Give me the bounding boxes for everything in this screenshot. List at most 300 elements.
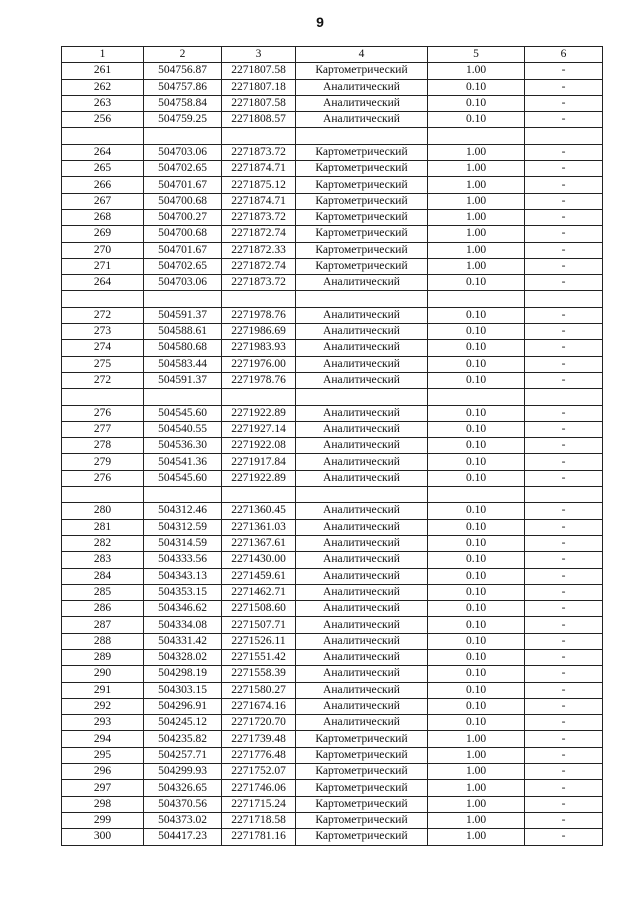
x-coordinate-cell: 504235.82 [144,731,222,747]
method-cell: Картометрический [296,177,428,193]
point-number-cell: 289 [62,649,144,665]
separator-row [62,291,603,307]
accuracy-cell: 0.10 [428,666,525,682]
note-cell: - [525,324,603,340]
table-row [62,584,603,600]
x-coordinate-cell: 504545.60 [144,405,222,421]
table-row [62,193,603,209]
point-number-cell: 271 [62,258,144,274]
y-coordinate-cell: 2271874.71 [222,193,296,209]
x-coordinate-cell: 504296.91 [144,698,222,714]
x-coordinate-cell: 504299.93 [144,764,222,780]
y-coordinate-cell: 2271674.16 [222,698,296,714]
accuracy-cell: 1.00 [428,144,525,160]
method-cell: Аналитический [296,372,428,388]
method-cell: Аналитический [296,503,428,519]
point-number-cell: 265 [62,161,144,177]
accuracy-cell: 0.10 [428,470,525,486]
point-number-cell: 262 [62,79,144,95]
x-coordinate-cell: 504328.02 [144,649,222,665]
accuracy-cell: 0.10 [428,535,525,551]
table-row [62,796,603,812]
accuracy-cell: 1.00 [428,63,525,79]
x-coordinate-cell: 504703.06 [144,144,222,160]
point-number-cell: 294 [62,731,144,747]
note-cell [525,291,603,307]
table-row [62,356,603,372]
note-cell: - [525,535,603,551]
x-coordinate-cell: 504756.87 [144,63,222,79]
note-cell: - [525,275,603,291]
x-coordinate-cell: 504314.59 [144,535,222,551]
method-cell: Аналитический [296,421,428,437]
point-number-cell: 276 [62,405,144,421]
note-cell: - [525,421,603,437]
point-number-cell: 267 [62,193,144,209]
y-coordinate-cell: 2271558.39 [222,666,296,682]
y-coordinate-cell: 2271507.71 [222,617,296,633]
accuracy-cell: 0.10 [428,584,525,600]
table-row [62,112,603,128]
note-cell: - [525,340,603,356]
note-cell: - [525,568,603,584]
x-coordinate-cell: 504326.65 [144,780,222,796]
y-coordinate-cell: 2271746.06 [222,780,296,796]
table-row [62,519,603,535]
accuracy-cell: 0.10 [428,405,525,421]
note-cell: - [525,372,603,388]
accuracy-cell: 0.10 [428,324,525,340]
point-number-cell: 293 [62,715,144,731]
y-coordinate-cell [222,389,296,405]
method-cell: Аналитический [296,552,428,568]
point-number-cell: 291 [62,682,144,698]
column-header: 3 [222,47,296,63]
accuracy-cell: 0.10 [428,275,525,291]
accuracy-cell: 1.00 [428,764,525,780]
y-coordinate-cell: 2271873.72 [222,209,296,225]
x-coordinate-cell: 504580.68 [144,340,222,356]
table-row [62,421,603,437]
page-number: 9 [316,14,324,30]
table-row [62,764,603,780]
x-coordinate-cell: 504588.61 [144,324,222,340]
column-header: 5 [428,47,525,63]
point-number-cell: 279 [62,454,144,470]
y-coordinate-cell: 2271752.07 [222,764,296,780]
table-header-row [62,47,603,63]
note-cell: - [525,764,603,780]
table-row [62,405,603,421]
y-coordinate-cell: 2271873.72 [222,275,296,291]
method-cell: Картометрический [296,242,428,258]
separator-row [62,487,603,503]
table-row [62,242,603,258]
note-cell: - [525,796,603,812]
accuracy-cell: 1.00 [428,812,525,828]
point-number-cell: 292 [62,698,144,714]
y-coordinate-cell: 2271922.89 [222,405,296,421]
accuracy-cell [428,389,525,405]
column-header: 2 [144,47,222,63]
table-row [62,470,603,486]
y-coordinate-cell: 2271718.58 [222,812,296,828]
method-cell: Картометрический [296,193,428,209]
table-row [62,617,603,633]
x-coordinate-cell: 504757.86 [144,79,222,95]
note-cell: - [525,112,603,128]
y-coordinate-cell: 2271873.72 [222,144,296,160]
note-cell: - [525,356,603,372]
x-coordinate-cell: 504583.44 [144,356,222,372]
x-coordinate-cell: 504700.68 [144,193,222,209]
method-cell: Картометрический [296,747,428,763]
accuracy-cell: 0.10 [428,519,525,535]
y-coordinate-cell: 2271875.12 [222,177,296,193]
point-number-cell: 273 [62,324,144,340]
note-cell: - [525,470,603,486]
x-coordinate-cell: 504703.06 [144,275,222,291]
point-number-cell: 272 [62,372,144,388]
point-number-cell: 274 [62,340,144,356]
method-cell: Картометрический [296,731,428,747]
method-cell: Аналитический [296,715,428,731]
x-coordinate-cell: 504353.15 [144,584,222,600]
note-cell: - [525,747,603,763]
point-number-cell: 283 [62,552,144,568]
method-cell: Картометрический [296,226,428,242]
method-cell: Картометрический [296,764,428,780]
x-coordinate-cell: 504373.02 [144,812,222,828]
x-coordinate-cell: 504346.62 [144,601,222,617]
y-coordinate-cell [222,291,296,307]
note-cell: - [525,731,603,747]
note-cell: - [525,715,603,731]
point-number-cell: 278 [62,438,144,454]
accuracy-cell: 1.00 [428,780,525,796]
table-row [62,258,603,274]
point-number-cell: 264 [62,275,144,291]
note-cell: - [525,812,603,828]
point-number-cell: 270 [62,242,144,258]
note-cell: - [525,780,603,796]
method-cell: Аналитический [296,633,428,649]
method-cell: Аналитический [296,438,428,454]
point-number-cell: 256 [62,112,144,128]
x-coordinate-cell: 504541.36 [144,454,222,470]
coordinates-table [61,46,603,846]
method-cell: Аналитический [296,112,428,128]
accuracy-cell: 1.00 [428,193,525,209]
table-row [62,666,603,682]
table-row [62,63,603,79]
note-cell: - [525,242,603,258]
method-cell: Картометрический [296,780,428,796]
method-cell: Аналитический [296,340,428,356]
table-row [62,79,603,95]
point-number-cell: 277 [62,421,144,437]
note-cell: - [525,698,603,714]
method-cell: Аналитический [296,584,428,600]
accuracy-cell: 0.10 [428,95,525,111]
table-row [62,438,603,454]
note-cell: - [525,209,603,225]
table-row [62,372,603,388]
y-coordinate-cell: 2271776.48 [222,747,296,763]
y-coordinate-cell: 2271986.69 [222,324,296,340]
table-row [62,633,603,649]
table-row [62,552,603,568]
method-cell: Аналитический [296,535,428,551]
point-number-cell: 269 [62,226,144,242]
table-row [62,829,603,845]
method-cell [296,389,428,405]
note-cell: - [525,144,603,160]
table-row [62,95,603,111]
note-cell: - [525,193,603,209]
x-coordinate-cell [144,487,222,503]
x-coordinate-cell: 504591.37 [144,372,222,388]
table-row [62,324,603,340]
method-cell: Картометрический [296,812,428,828]
point-number-cell: 276 [62,470,144,486]
x-coordinate-cell: 504298.19 [144,666,222,682]
separator-row [62,389,603,405]
table-row [62,698,603,714]
method-cell: Картометрический [296,144,428,160]
accuracy-cell: 1.00 [428,161,525,177]
note-cell: - [525,633,603,649]
y-coordinate-cell: 2271720.70 [222,715,296,731]
method-cell: Аналитический [296,519,428,535]
y-coordinate-cell: 2271807.58 [222,95,296,111]
x-coordinate-cell: 504312.46 [144,503,222,519]
accuracy-cell: 1.00 [428,747,525,763]
x-coordinate-cell: 504331.42 [144,633,222,649]
point-number-cell: 290 [62,666,144,682]
note-cell: - [525,454,603,470]
accuracy-cell: 0.10 [428,454,525,470]
x-coordinate-cell: 504343.13 [144,568,222,584]
method-cell: Аналитический [296,307,428,323]
note-cell: - [525,95,603,111]
table-row [62,226,603,242]
point-number-cell: 285 [62,584,144,600]
point-number-cell: 284 [62,568,144,584]
y-coordinate-cell: 2271927.14 [222,421,296,437]
y-coordinate-cell: 2271983.93 [222,340,296,356]
point-number-cell: 300 [62,829,144,845]
table-row [62,780,603,796]
x-coordinate-cell: 504333.56 [144,552,222,568]
point-number-cell [62,487,144,503]
note-cell [525,487,603,503]
y-coordinate-cell: 2271978.76 [222,372,296,388]
column-header: 4 [296,47,428,63]
accuracy-cell [428,487,525,503]
method-cell: Аналитический [296,568,428,584]
accuracy-cell: 0.10 [428,552,525,568]
y-coordinate-cell: 2271872.33 [222,242,296,258]
method-cell: Картометрический [296,829,428,845]
y-coordinate-cell: 2271526.11 [222,633,296,649]
table-row [62,601,603,617]
y-coordinate-cell: 2271917.84 [222,454,296,470]
accuracy-cell: 0.10 [428,340,525,356]
separator-row [62,128,603,144]
method-cell: Аналитический [296,601,428,617]
y-coordinate-cell: 2271462.71 [222,584,296,600]
y-coordinate-cell: 2271781.16 [222,829,296,845]
x-coordinate-cell: 504417.23 [144,829,222,845]
y-coordinate-cell: 2271976.00 [222,356,296,372]
point-number-cell [62,389,144,405]
method-cell: Аналитический [296,356,428,372]
x-coordinate-cell: 504591.37 [144,307,222,323]
table-row [62,503,603,519]
point-number-cell: 297 [62,780,144,796]
table-body [62,63,603,845]
x-coordinate-cell: 504702.65 [144,258,222,274]
y-coordinate-cell: 2271367.61 [222,535,296,551]
y-coordinate-cell [222,487,296,503]
point-number-cell: 296 [62,764,144,780]
accuracy-cell: 1.00 [428,731,525,747]
accuracy-cell: 0.10 [428,112,525,128]
y-coordinate-cell: 2271739.48 [222,731,296,747]
note-cell: - [525,226,603,242]
table-row [62,454,603,470]
x-coordinate-cell: 504545.60 [144,470,222,486]
accuracy-cell: 0.10 [428,568,525,584]
method-cell: Аналитический [296,649,428,665]
point-number-cell: 295 [62,747,144,763]
method-cell: Аналитический [296,698,428,714]
x-coordinate-cell: 504701.67 [144,177,222,193]
x-coordinate-cell: 504540.55 [144,421,222,437]
accuracy-cell: 0.10 [428,421,525,437]
accuracy-cell: 1.00 [428,258,525,274]
x-coordinate-cell: 504303.15 [144,682,222,698]
point-number-cell: 280 [62,503,144,519]
x-coordinate-cell: 504257.71 [144,747,222,763]
accuracy-cell: 0.10 [428,682,525,698]
point-number-cell: 275 [62,356,144,372]
method-cell: Аналитический [296,79,428,95]
y-coordinate-cell: 2271807.58 [222,63,296,79]
accuracy-cell [428,291,525,307]
note-cell: - [525,258,603,274]
accuracy-cell: 1.00 [428,829,525,845]
y-coordinate-cell: 2271430.00 [222,552,296,568]
note-cell: - [525,307,603,323]
point-number-cell: 298 [62,796,144,812]
table-row [62,144,603,160]
table-row [62,275,603,291]
note-cell: - [525,617,603,633]
note-cell [525,389,603,405]
accuracy-cell: 0.10 [428,307,525,323]
point-number-cell: 286 [62,601,144,617]
note-cell [525,128,603,144]
method-cell: Картометрический [296,63,428,79]
point-number-cell: 264 [62,144,144,160]
y-coordinate-cell [222,128,296,144]
accuracy-cell: 1.00 [428,226,525,242]
y-coordinate-cell: 2271580.27 [222,682,296,698]
table-row [62,568,603,584]
point-number-cell [62,291,144,307]
table-row [62,307,603,323]
point-number-cell: 261 [62,63,144,79]
point-number-cell: 268 [62,209,144,225]
method-cell: Аналитический [296,617,428,633]
note-cell: - [525,503,603,519]
method-cell: Аналитический [296,666,428,682]
x-coordinate-cell: 504334.08 [144,617,222,633]
accuracy-cell: 0.10 [428,633,525,649]
y-coordinate-cell: 2271808.57 [222,112,296,128]
y-coordinate-cell: 2271715.24 [222,796,296,812]
table-row [62,177,603,193]
accuracy-cell: 0.10 [428,503,525,519]
accuracy-cell: 1.00 [428,177,525,193]
note-cell: - [525,682,603,698]
method-cell [296,128,428,144]
y-coordinate-cell: 2271360.45 [222,503,296,519]
method-cell: Аналитический [296,454,428,470]
point-number-cell: 281 [62,519,144,535]
x-coordinate-cell: 504702.65 [144,161,222,177]
point-number-cell: 266 [62,177,144,193]
accuracy-cell: 0.10 [428,617,525,633]
x-coordinate-cell [144,389,222,405]
x-coordinate-cell: 504312.59 [144,519,222,535]
x-coordinate-cell [144,291,222,307]
method-cell [296,487,428,503]
note-cell: - [525,666,603,682]
y-coordinate-cell: 2271459.61 [222,568,296,584]
method-cell: Аналитический [296,324,428,340]
accuracy-cell: 1.00 [428,209,525,225]
table-row [62,209,603,225]
accuracy-cell: 0.10 [428,715,525,731]
y-coordinate-cell: 2271807.18 [222,79,296,95]
y-coordinate-cell: 2271922.89 [222,470,296,486]
y-coordinate-cell: 2271874.71 [222,161,296,177]
note-cell: - [525,63,603,79]
note-cell: - [525,438,603,454]
point-number-cell [62,128,144,144]
x-coordinate-cell [144,128,222,144]
point-number-cell: 272 [62,307,144,323]
method-cell: Картометрический [296,796,428,812]
method-cell: Аналитический [296,405,428,421]
method-cell: Аналитический [296,470,428,486]
column-header: 1 [62,47,144,63]
column-header: 6 [525,47,603,63]
y-coordinate-cell: 2271872.74 [222,258,296,274]
y-coordinate-cell: 2271978.76 [222,307,296,323]
note-cell: - [525,161,603,177]
table-row [62,535,603,551]
accuracy-cell: 0.10 [428,601,525,617]
table-row [62,812,603,828]
point-number-cell: 288 [62,633,144,649]
note-cell: - [525,649,603,665]
note-cell: - [525,177,603,193]
table-row [62,715,603,731]
